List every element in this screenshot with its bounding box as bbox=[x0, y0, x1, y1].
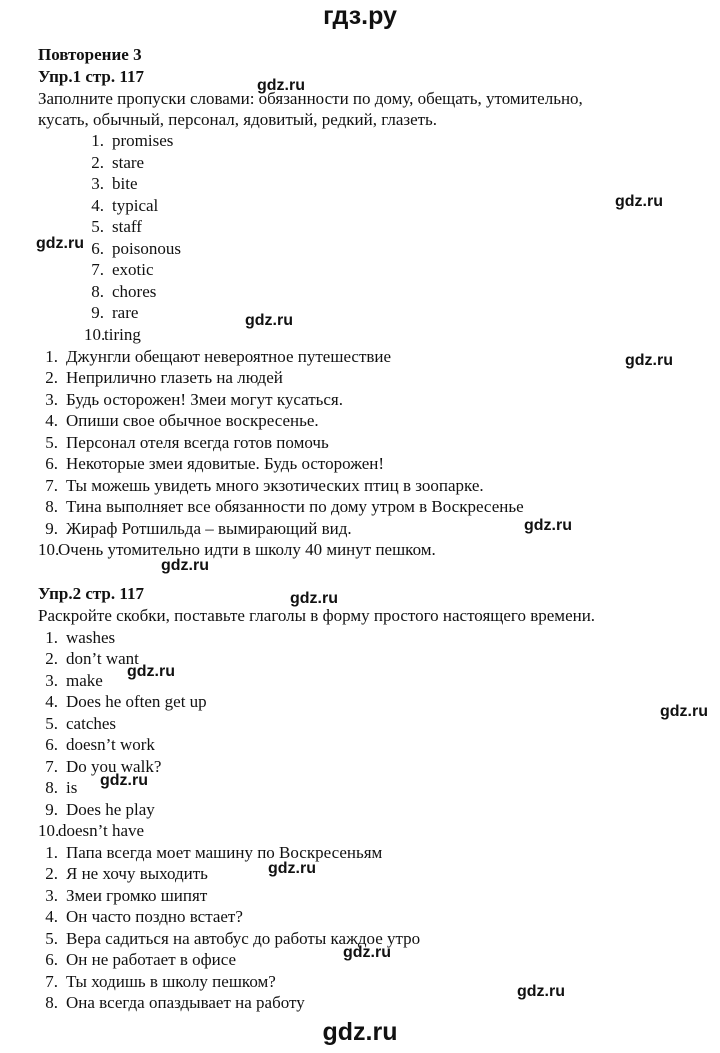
list-item: 8. chores bbox=[91, 282, 157, 301]
list-item: 5. Персонал отеля всегда готов помочь bbox=[45, 433, 329, 452]
watermark: gdz.ru bbox=[100, 772, 148, 789]
exercise-1-title: Упр.1 стр. 117 bbox=[38, 67, 144, 86]
section-title: Повторение 3 bbox=[38, 45, 142, 64]
list-item: 1. Папа всегда моет машину по Воскресеньям bbox=[45, 843, 383, 862]
list-item: 2. Неприлично глазеть на людей bbox=[45, 368, 283, 387]
list-item: 9. Жираф Ротшильда – вымирающий вид. bbox=[45, 519, 352, 538]
exercise-2-instruction: Раскройте скобки, поставьте глаголы в форму простого настоящего времени. bbox=[38, 606, 596, 625]
list-item: 10.doesn’t have bbox=[38, 821, 145, 840]
list-item: 8. Тина выполняет все обязанности по дому утром в Воскресенье bbox=[45, 497, 524, 516]
list-item: 1. washes bbox=[45, 628, 116, 647]
list-item: 6. Некоторые змеи ядовитые. Будь осторожен! bbox=[45, 454, 385, 473]
watermark: gdz.ru bbox=[36, 235, 84, 252]
watermark: gdz.ru bbox=[343, 944, 391, 961]
list-item: 4. Он часто поздно встает? bbox=[45, 907, 243, 926]
list-item: 5. staff bbox=[91, 217, 142, 236]
list-item: 3. bite bbox=[91, 174, 138, 193]
list-item: 6. doesn’t work bbox=[45, 735, 155, 754]
site-footer: gdz.ru bbox=[322, 1018, 398, 1046]
list-item: 4. Опиши свое обычное воскресенье. bbox=[45, 411, 319, 430]
exercise-1-instruction: Заполните пропуски словами: обязанности по дому, обещать, утомительно, bbox=[38, 89, 583, 108]
list-item: 1. promises bbox=[91, 131, 174, 150]
list-item: 8. Она всегда опаздывает на работу bbox=[45, 993, 305, 1012]
list-item: 7. Do you walk? bbox=[45, 757, 162, 776]
list-item: 7. exotic bbox=[91, 260, 154, 279]
watermark: gdz.ru bbox=[268, 860, 316, 877]
list-item: 5. Вера садиться на автобус до работы каждое утро bbox=[45, 929, 421, 948]
watermark: gdz.ru bbox=[127, 663, 175, 680]
list-item: 4. Does he often get up bbox=[45, 692, 207, 711]
list-item: 10.tiring bbox=[84, 325, 141, 344]
watermark: gdz.ru bbox=[245, 312, 293, 329]
list-item: 3. make bbox=[45, 671, 103, 690]
list-item: 9. Does he play bbox=[45, 800, 155, 819]
watermark: gdz.ru bbox=[257, 77, 305, 94]
list-item: 2. don’t want bbox=[45, 649, 139, 668]
watermark: gdz.ru bbox=[615, 193, 663, 210]
exercise-2-title: Упр.2 стр. 117 bbox=[38, 584, 144, 603]
list-item: 1. Джунгли обещают невероятное путешествие bbox=[45, 347, 392, 366]
list-item: 7. Ты ходишь в школу пешком? bbox=[45, 972, 276, 991]
site-header: гдз.ру bbox=[323, 2, 397, 30]
watermark: gdz.ru bbox=[524, 517, 572, 534]
list-item: 6. poisonous bbox=[91, 239, 181, 258]
exercise-1-instruction: кусать, обычный, персонал, ядовитый, редкий, глазеть. bbox=[38, 110, 438, 129]
watermark: gdz.ru bbox=[660, 703, 708, 720]
list-item: 8. is bbox=[45, 778, 78, 797]
list-item: 3. Змеи громко шипят bbox=[45, 886, 208, 905]
watermark: gdz.ru bbox=[290, 590, 338, 607]
watermark: gdz.ru bbox=[517, 983, 565, 1000]
watermark: gdz.ru bbox=[625, 352, 673, 369]
list-item: 10.Очень утомительно идти в школу 40 минут пешком. bbox=[38, 540, 436, 559]
watermark: gdz.ru bbox=[161, 557, 209, 574]
list-item: 2. Я не хочу выходить bbox=[45, 864, 208, 883]
list-item: 6. Он не работает в офисе bbox=[45, 950, 237, 969]
list-item: 2. stare bbox=[91, 153, 145, 172]
list-item: 7. Ты можешь увидеть много экзотических птиц в зоопарке. bbox=[45, 476, 484, 495]
list-item: 5. catches bbox=[45, 714, 117, 733]
list-item: 3. Будь осторожен! Змеи могут кусаться. bbox=[45, 390, 343, 409]
list-item: 9. rare bbox=[91, 303, 139, 322]
list-item: 4. typical bbox=[91, 196, 159, 215]
